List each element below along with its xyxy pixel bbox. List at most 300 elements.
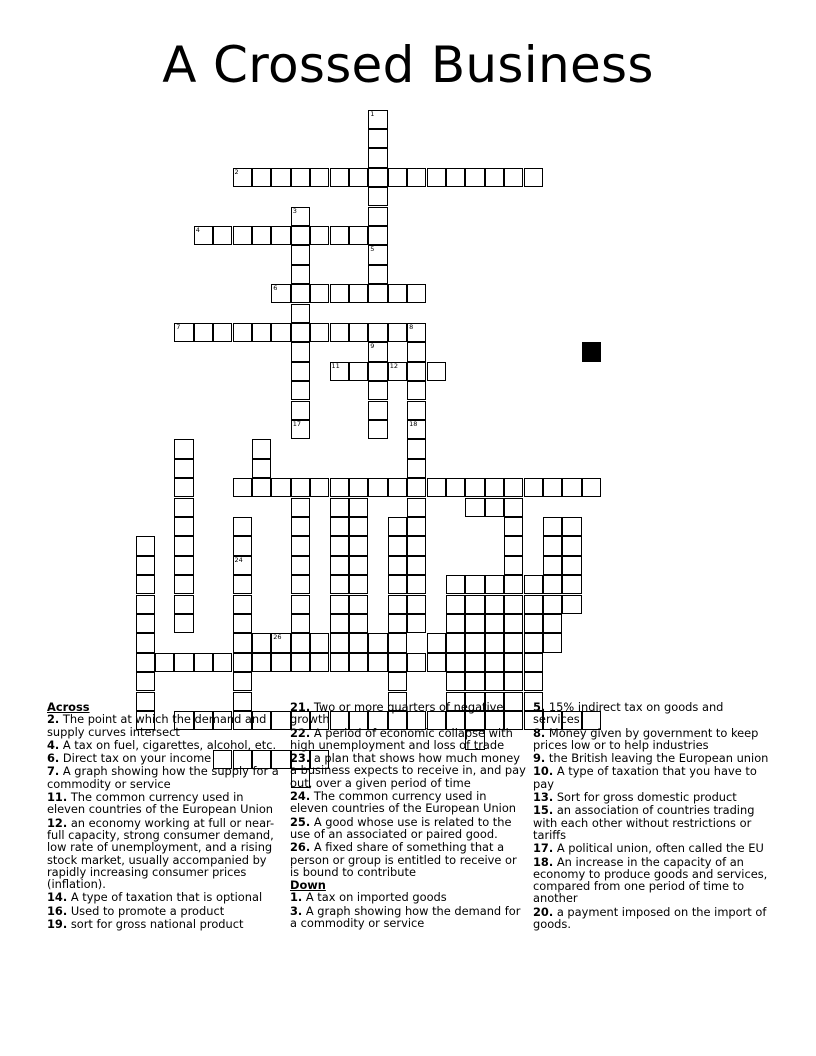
grid-cell[interactable] — [174, 653, 193, 672]
grid-cell[interactable] — [349, 575, 368, 594]
grid-cell[interactable] — [427, 478, 446, 497]
grid-cell[interactable] — [310, 653, 329, 672]
grid-cell[interactable] — [233, 633, 252, 652]
grid-cell[interactable] — [291, 168, 310, 187]
grid-cell[interactable] — [446, 595, 465, 614]
grid-cell[interactable] — [388, 168, 407, 187]
grid-cell[interactable] — [349, 284, 368, 303]
clue-number-label: 5 — [370, 245, 375, 254]
grid-cell[interactable] — [233, 168, 252, 187]
grid-cell[interactable] — [291, 381, 310, 400]
grid-cell[interactable] — [291, 245, 310, 264]
grid-cell[interactable] — [407, 498, 426, 517]
clue-number: 11. — [47, 790, 68, 805]
grid-cell[interactable] — [465, 575, 484, 594]
grid-cell[interactable] — [407, 439, 426, 458]
clue-text: The point at which the demand and supply curves intersect — [47, 712, 267, 739]
grid-cell[interactable] — [465, 168, 484, 187]
clue-across-19 — [47, 918, 283, 930]
grid-cell[interactable] — [174, 556, 193, 575]
grid-cell[interactable] — [446, 653, 465, 672]
grid-cell[interactable] — [349, 478, 368, 497]
grid-cell[interactable] — [407, 653, 426, 672]
grid-cell[interactable] — [174, 536, 193, 555]
grid-cell[interactable] — [407, 342, 426, 361]
grid-cell[interactable] — [368, 420, 387, 439]
clue-text: a plan that shows how much money a business expects to receive in, and pay out, over a given period of time — [290, 751, 526, 790]
grid-cell[interactable] — [543, 478, 562, 497]
grid-cell[interactable] — [349, 614, 368, 633]
clue-down-20 — [533, 906, 769, 931]
grid-cell[interactable] — [504, 614, 523, 633]
grid-cell[interactable] — [407, 575, 426, 594]
grid-cell[interactable] — [368, 653, 387, 672]
grid-cell[interactable] — [368, 633, 387, 652]
clue-down-18 — [533, 856, 769, 905]
grid-cell[interactable] — [388, 653, 407, 672]
clue-text: A graph showing how the demand for a commodity or service — [290, 903, 521, 931]
clue-number: 24. — [290, 789, 311, 804]
grid-cell[interactable] — [291, 304, 310, 323]
grid-cell[interactable] — [465, 478, 484, 497]
grid-cell[interactable] — [407, 284, 426, 303]
clue-across-25 — [290, 816, 526, 841]
grid-cell[interactable] — [427, 633, 446, 652]
clue-number: 19. — [47, 917, 68, 932]
grid-cell[interactable] — [291, 207, 310, 226]
grid-cell[interactable] — [194, 323, 213, 342]
clue-number: 9. — [533, 751, 546, 766]
clue-number: 15. — [533, 803, 554, 818]
clue-number: 21. — [290, 700, 311, 714]
grid-cell[interactable] — [388, 478, 407, 497]
grid-cell[interactable] — [504, 517, 523, 536]
grid-cell[interactable] — [407, 459, 426, 478]
grid-cell[interactable] — [349, 323, 368, 342]
clue-text: the British leaving the European union — [548, 751, 769, 766]
grid-cell[interactable] — [213, 653, 232, 672]
grid-cell[interactable] — [252, 478, 271, 497]
grid-cell[interactable] — [252, 459, 271, 478]
grid-cell[interactable] — [291, 653, 310, 672]
grid-cell[interactable] — [504, 633, 523, 652]
grid-cell[interactable] — [368, 401, 387, 420]
grid-cell[interactable] — [213, 226, 232, 245]
clue-number-label: 9 — [370, 342, 375, 351]
grid-cell[interactable] — [504, 536, 523, 555]
grid-cell[interactable] — [504, 168, 523, 187]
clue-text: Used to promote a product — [70, 903, 225, 918]
grid-cell[interactable] — [368, 226, 387, 245]
grid-cell[interactable] — [291, 498, 310, 517]
clue-number-label: 6 — [273, 284, 278, 293]
grid-cell[interactable] — [213, 323, 232, 342]
clue-text: sort for gross national product — [70, 917, 244, 932]
grid-cell[interactable] — [233, 614, 252, 633]
grid-cell[interactable] — [349, 226, 368, 245]
grid-cell[interactable] — [388, 672, 407, 691]
clue-across-6 — [47, 752, 283, 764]
grid-cell[interactable] — [349, 498, 368, 517]
grid-cell[interactable] — [291, 265, 310, 284]
grid-cell[interactable] — [271, 226, 290, 245]
grid-cell[interactable] — [446, 168, 465, 187]
grid-cell[interactable] — [233, 226, 252, 245]
grid-cell[interactable] — [174, 323, 193, 342]
grid-cell[interactable] — [310, 633, 329, 652]
grid-cell[interactable] — [194, 226, 213, 245]
puzzle-title: A Crossed Business — [162, 36, 654, 94]
clue-number: 14. — [47, 890, 68, 905]
grid-cell[interactable] — [407, 168, 426, 187]
clue-number-label: 26 — [273, 633, 282, 642]
grid-cell[interactable] — [310, 284, 329, 303]
grid-cell[interactable] — [349, 595, 368, 614]
clue-number-label: 17 — [292, 419, 301, 428]
grid-cell[interactable] — [562, 575, 581, 594]
clue-number: 20. — [533, 904, 554, 919]
clue-across-2 — [47, 713, 283, 738]
grid-cell[interactable] — [388, 323, 407, 342]
grid-cell[interactable] — [155, 653, 174, 672]
grid-cell[interactable] — [291, 595, 310, 614]
grid-cell[interactable] — [368, 187, 387, 206]
clue-text: A period of economic collapse with high unemployment and loss of trade — [290, 725, 513, 752]
grid-cell[interactable] — [485, 633, 504, 652]
grid-cell[interactable] — [368, 323, 387, 342]
grid-cell[interactable] — [291, 556, 310, 575]
grid-cell[interactable] — [446, 614, 465, 633]
grid-cell[interactable] — [524, 653, 543, 672]
clue-number: 2. — [47, 712, 60, 727]
grid-cell[interactable] — [136, 614, 155, 633]
clue-across-26 — [290, 841, 526, 878]
grid-cell[interactable] — [291, 614, 310, 633]
grid-cell[interactable] — [407, 536, 426, 555]
grid-cell[interactable] — [368, 478, 387, 497]
grid-cell[interactable] — [368, 148, 387, 167]
clue-down-13 — [533, 791, 769, 803]
clue-number: 1. — [290, 890, 303, 905]
grid-cell[interactable] — [291, 536, 310, 555]
grid-cell[interactable] — [504, 595, 523, 614]
grid-cell[interactable] — [388, 575, 407, 594]
grid-cell[interactable] — [330, 323, 349, 342]
grid-cell[interactable] — [330, 556, 349, 575]
grid-cell[interactable] — [388, 517, 407, 536]
clue-text: A tax on fuel, cigarettes, alcohol, etc. — [62, 737, 277, 752]
grid-cell[interactable] — [349, 653, 368, 672]
clue-down-1 — [290, 891, 526, 903]
grid-cell[interactable] — [485, 168, 504, 187]
grid-cell[interactable] — [543, 633, 562, 652]
grid-cell[interactable] — [252, 168, 271, 187]
grid-cell[interactable] — [368, 110, 387, 129]
clue-across-24 — [290, 790, 526, 815]
clue-across-16 — [47, 905, 283, 917]
grid-cell[interactable] — [174, 498, 193, 517]
grid-cell[interactable] — [271, 323, 290, 342]
grid-cell[interactable] — [349, 168, 368, 187]
grid-cell[interactable] — [349, 633, 368, 652]
grid-cell[interactable] — [291, 226, 310, 245]
clue-number: 5. — [533, 700, 546, 714]
grid-cell[interactable] — [407, 362, 426, 381]
grid-cell[interactable] — [465, 672, 484, 691]
grid-cell[interactable] — [446, 478, 465, 497]
grid-cell[interactable] — [562, 595, 581, 614]
grid-cell[interactable] — [465, 595, 484, 614]
grid-cell[interactable] — [194, 653, 213, 672]
grid-cell[interactable] — [233, 517, 252, 536]
grid-cell[interactable] — [233, 575, 252, 594]
grid-cell[interactable] — [330, 536, 349, 555]
grid-cell[interactable] — [524, 595, 543, 614]
grid-cell[interactable] — [543, 595, 562, 614]
grid-cell[interactable] — [524, 614, 543, 633]
grid-cell[interactable] — [291, 633, 310, 652]
grid-cell[interactable] — [136, 653, 155, 672]
grid-cell[interactable] — [543, 536, 562, 555]
grid-cell[interactable] — [174, 439, 193, 458]
grid-cell[interactable] — [543, 517, 562, 536]
grid-cell[interactable] — [330, 478, 349, 497]
clue-number: 10. — [533, 764, 554, 779]
grid-cell[interactable] — [582, 478, 601, 497]
grid-cell[interactable] — [562, 517, 581, 536]
grid-cell[interactable] — [291, 284, 310, 303]
grid-cell[interactable] — [349, 517, 368, 536]
clue-number: 7. — [47, 764, 60, 779]
grid-cell[interactable] — [291, 478, 310, 497]
grid-cell[interactable] — [388, 556, 407, 575]
grid-cell[interactable] — [271, 633, 290, 652]
grid-cell[interactable] — [174, 614, 193, 633]
clue-number-label: 11 — [331, 361, 340, 370]
grid-cell[interactable] — [136, 575, 155, 594]
grid-cell[interactable] — [388, 595, 407, 614]
grid-cell[interactable] — [388, 633, 407, 652]
grid-cell[interactable] — [310, 323, 329, 342]
grid-cell[interactable] — [543, 575, 562, 594]
grid-cell[interactable] — [407, 381, 426, 400]
clue-text: Money given by government to keep prices low or to help industries — [533, 725, 759, 752]
clue-across-22 — [290, 727, 526, 752]
clue-number: 6. — [47, 751, 60, 766]
grid-cell[interactable] — [562, 556, 581, 575]
grid-cell[interactable] — [465, 633, 484, 652]
grid-cell[interactable] — [504, 478, 523, 497]
grid-cell[interactable] — [136, 536, 155, 555]
grid-cell[interactable] — [465, 653, 484, 672]
grid-cell[interactable] — [524, 168, 543, 187]
clue-number: 22. — [290, 725, 311, 740]
grid-cell[interactable] — [252, 323, 271, 342]
grid-cell[interactable] — [330, 168, 349, 187]
grid-cell[interactable] — [291, 517, 310, 536]
grid-cell[interactable] — [504, 575, 523, 594]
grid-cell[interactable] — [330, 362, 349, 381]
clue-number-label: 4 — [195, 225, 200, 234]
grid-cell[interactable] — [368, 362, 387, 381]
grid-cell[interactable] — [252, 226, 271, 245]
grid-cell[interactable] — [465, 498, 484, 517]
clue-number: 25. — [290, 814, 311, 829]
grid-cell[interactable] — [174, 459, 193, 478]
grid-cell[interactable] — [136, 633, 155, 652]
clue-text: A fixed share of something that a person or group is entitled to receive or is bound to contribute — [290, 840, 517, 879]
grid-cell[interactable] — [271, 478, 290, 497]
grid-cell[interactable] — [291, 362, 310, 381]
grid-cell[interactable] — [252, 633, 271, 652]
clue-across-14 — [47, 891, 283, 903]
grid-cell[interactable] — [504, 498, 523, 517]
clue-number: 12. — [47, 815, 68, 830]
grid-cell[interactable] — [446, 633, 465, 652]
grid-cell[interactable] — [330, 498, 349, 517]
grid-cell[interactable] — [349, 556, 368, 575]
grid-cell[interactable] — [271, 168, 290, 187]
grid-cell[interactable] — [291, 420, 310, 439]
grid-cell[interactable] — [504, 672, 523, 691]
grid-cell[interactable] — [562, 478, 581, 497]
grid-cell[interactable] — [407, 595, 426, 614]
grid-cell[interactable] — [368, 342, 387, 361]
clue-number-label: 7 — [176, 322, 181, 331]
clue-down-15 — [533, 804, 769, 841]
clue-number: 26. — [290, 840, 311, 855]
grid-cell[interactable] — [427, 653, 446, 672]
grid-cell[interactable] — [485, 575, 504, 594]
grid-cell[interactable] — [388, 536, 407, 555]
grid-cell[interactable] — [427, 168, 446, 187]
grid-cell[interactable] — [388, 362, 407, 381]
grid-cell[interactable] — [330, 226, 349, 245]
clue-across-23 — [290, 752, 526, 789]
clue-text: The common currency used in eleven countries of the European Union — [47, 790, 274, 817]
grid-cell[interactable] — [368, 129, 387, 148]
clue-text: Two or more quarters of negative growth — [290, 700, 504, 727]
grid-cell[interactable] — [330, 653, 349, 672]
grid-cell[interactable] — [291, 575, 310, 594]
clues-column-1 — [47, 701, 283, 931]
grid-cell[interactable] — [233, 536, 252, 555]
grid-cell[interactable] — [233, 478, 252, 497]
grid-cell[interactable] — [310, 226, 329, 245]
grid-cell[interactable] — [485, 614, 504, 633]
grid-cell[interactable] — [330, 575, 349, 594]
grid-cell[interactable] — [310, 478, 329, 497]
grid-cell[interactable] — [388, 284, 407, 303]
grid-cell[interactable] — [485, 595, 504, 614]
grid-cell[interactable] — [233, 595, 252, 614]
grid-cell[interactable] — [368, 265, 387, 284]
grid-cell[interactable] — [330, 614, 349, 633]
grid-cell[interactable] — [291, 323, 310, 342]
grid-cell[interactable] — [136, 556, 155, 575]
grid-cell[interactable] — [524, 672, 543, 691]
grid-cell[interactable] — [136, 672, 155, 691]
grid-cell[interactable] — [233, 323, 252, 342]
grid-cell[interactable] — [485, 478, 504, 497]
clue-down-3 — [290, 905, 526, 930]
grid-cell[interactable] — [291, 342, 310, 361]
grid-cell[interactable] — [174, 595, 193, 614]
clue-down-5 — [533, 701, 769, 726]
grid-cell[interactable] — [233, 672, 252, 691]
grid-cell[interactable] — [330, 595, 349, 614]
grid-cell[interactable] — [407, 323, 426, 342]
grid-cell[interactable] — [252, 653, 271, 672]
grid-cell[interactable] — [271, 284, 290, 303]
grid-cell[interactable] — [174, 575, 193, 594]
grid-cell[interactable] — [446, 575, 465, 594]
grid-cell[interactable] — [465, 614, 484, 633]
grid-cell[interactable] — [330, 633, 349, 652]
grid-cell[interactable] — [407, 614, 426, 633]
clue-number-label: 18 — [409, 419, 418, 428]
clue-text: Sort for gross domestic product — [556, 790, 737, 805]
grid-cell[interactable] — [446, 672, 465, 691]
clue-text: 15% indirect tax on goods and services — [533, 700, 724, 727]
grid-cell[interactable] — [368, 284, 387, 303]
grid-cell[interactable] — [543, 556, 562, 575]
grid-cell[interactable] — [349, 536, 368, 555]
clue-number: 16. — [47, 903, 68, 918]
grid-cell[interactable] — [427, 362, 446, 381]
grid-cell[interactable] — [407, 401, 426, 420]
grid-cell[interactable] — [233, 653, 252, 672]
grid-cell[interactable] — [543, 614, 562, 633]
grid-cell[interactable] — [504, 653, 523, 672]
grid-cell[interactable] — [524, 575, 543, 594]
grid-cell[interactable] — [233, 556, 252, 575]
grid-cell[interactable] — [407, 478, 426, 497]
grid-cell[interactable] — [368, 207, 387, 226]
grid-cell[interactable] — [368, 168, 387, 187]
grid-cell[interactable] — [174, 517, 193, 536]
clue-number: 8. — [533, 725, 546, 740]
grid-cell[interactable] — [330, 517, 349, 536]
grid-cell[interactable] — [310, 168, 329, 187]
grid-cell[interactable] — [368, 381, 387, 400]
grid-cell[interactable] — [407, 517, 426, 536]
grid-cell[interactable] — [174, 478, 193, 497]
grid-cell[interactable] — [485, 653, 504, 672]
clue-number: 13. — [533, 790, 554, 805]
grid-cell[interactable] — [562, 536, 581, 555]
grid-cell[interactable] — [388, 614, 407, 633]
clue-across-12 — [47, 817, 283, 891]
grid-cell[interactable] — [485, 672, 504, 691]
grid-cell[interactable] — [330, 284, 349, 303]
grid-cell[interactable] — [291, 401, 310, 420]
grid-cell[interactable] — [524, 633, 543, 652]
grid-cell[interactable] — [407, 420, 426, 439]
grid-cell[interactable] — [136, 595, 155, 614]
grid-cell[interactable] — [485, 498, 504, 517]
grid-cell[interactable] — [524, 478, 543, 497]
grid-cell[interactable] — [504, 556, 523, 575]
grid-cell[interactable] — [271, 653, 290, 672]
grid-cell[interactable] — [368, 245, 387, 264]
grid-cell[interactable] — [407, 556, 426, 575]
grid-cell[interactable] — [349, 362, 368, 381]
clues-column-3 — [533, 701, 769, 931]
clue-down-17 — [533, 842, 769, 854]
grid-cell[interactable] — [252, 439, 271, 458]
clue-number-label: 1 — [370, 109, 375, 118]
